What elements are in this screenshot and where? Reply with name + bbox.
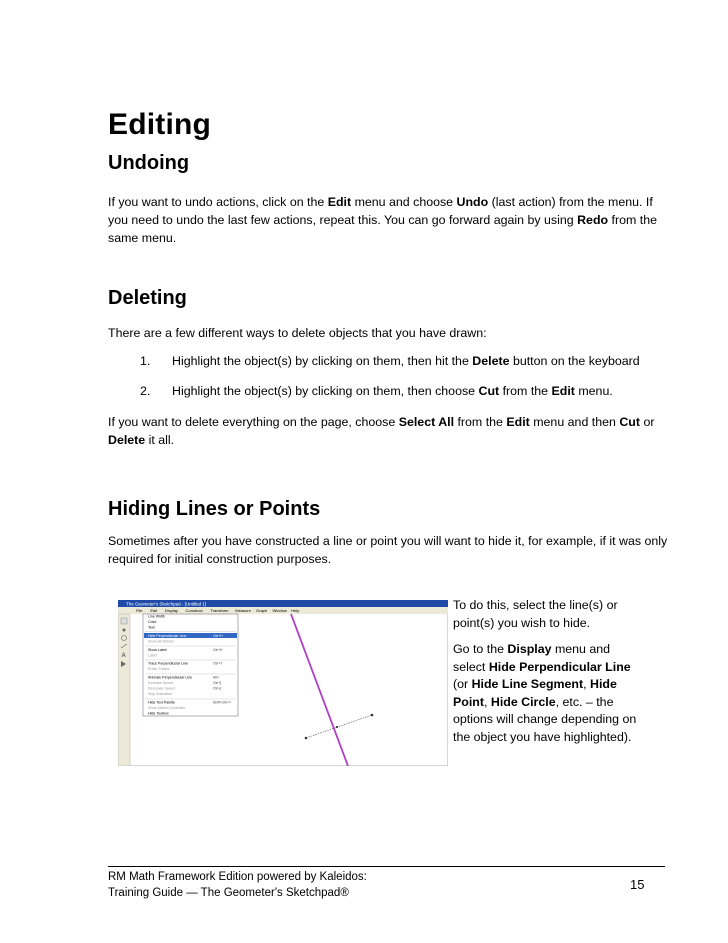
sketchpad-screenshot (118, 600, 448, 766)
heading-hiding: Hiding Lines or Points (108, 498, 321, 520)
menubar-item[interactable]: Edit (150, 608, 158, 614)
tool-arrow-icon (121, 618, 127, 624)
menubar-item[interactable]: Construct (185, 608, 203, 614)
list-item: 2. Highlight the object(s) by clicking on them, then choose Cut from the Edit menu. (140, 384, 613, 398)
menu-item[interactable]: Hide Perpendicular Line (148, 634, 187, 638)
menubar-item[interactable]: Measure (235, 608, 251, 614)
menubar-item[interactable]: Graph (256, 608, 268, 614)
deleting-paragraph: If you want to delete everything on the page, choose Select All from the Edit menu and then Cut or Delete it all. (108, 415, 655, 447)
menu-item[interactable]: Show All Hidden (148, 639, 175, 644)
menu-shortcut: Ctrl+T (213, 661, 223, 666)
menu-item[interactable]: Hide Text Palette (148, 700, 176, 705)
menubar-item[interactable]: Window (272, 608, 287, 614)
instruction-1: To do this, select the line(s) or point(s) you wish to hide. (453, 598, 618, 630)
instruction-2: Go to the Display menu and select Hide Perpendicular Line (or Hide Line Segment, Hide Point, Hide Circle, etc. – the options will change depending on the object you have highlighted). (453, 642, 637, 744)
menu-shortcut: Ctrl+[ (213, 686, 222, 691)
footer-line-2: Training Guide — The Geometer's Sketchpad® (108, 887, 349, 899)
heading-deleting: Deleting (108, 287, 187, 309)
tool-text-icon: A (121, 653, 126, 659)
footer-line-1: RM Math Framework Edition powered by Kaleidos: (108, 871, 367, 883)
page-title: Editing (108, 108, 212, 141)
segment-point (371, 714, 374, 717)
tool-point-icon (123, 629, 126, 632)
menu-item[interactable]: Line Width (148, 614, 165, 619)
menubar-item[interactable]: Transform (210, 608, 229, 614)
menu-item[interactable]: Hide Toolbox (148, 711, 169, 716)
menu-item[interactable]: Stop Animation (148, 692, 173, 696)
list-item: 1. Highlight the object(s) by clicking on them, then hit the Delete button on the keyboard (140, 354, 640, 368)
toolbox (118, 614, 130, 766)
heading-undoing: Undoing (108, 152, 190, 174)
menu-item[interactable]: Label (148, 653, 157, 658)
window-title: The Geometer's Sketchpad - [Untitled 1] (126, 601, 207, 607)
menubar-item[interactable]: Display (164, 608, 178, 614)
footer-text (108, 869, 367, 901)
menu-shortcut: Alt+` (213, 675, 221, 680)
menu-item[interactable]: Text (148, 625, 155, 630)
menu-item[interactable]: Show Motion Controller (148, 706, 186, 710)
undoing-paragraph: If you want to undo actions, click on the Edit menu and choose Undo (last action) from the menu. If you need to undo the last few actions, repeat this. You can go forward again by using Redo from the same menu. (108, 195, 657, 245)
footer-divider (108, 866, 665, 867)
page-number: 15 (630, 877, 645, 892)
menu-shortcut: Ctrl+] (213, 681, 222, 685)
menu-item[interactable]: Increase Speed (148, 681, 174, 685)
menubar-item[interactable]: Help (291, 608, 300, 614)
menu-item[interactable]: Decrease Speed (148, 686, 175, 691)
menu-item[interactable]: Animate Perpendicular Line (148, 675, 193, 680)
menu-item[interactable]: Trace Perpendicular Line (148, 661, 189, 666)
menubar-item[interactable]: File (136, 608, 143, 614)
deleting-intro: There are a few different ways to delete objects that you have drawn: (108, 326, 487, 340)
menu-item[interactable]: Color (148, 620, 157, 624)
menu-shortcut: Ctrl+H (213, 634, 223, 638)
menu-shortcut: Ctrl+K (213, 648, 223, 652)
segment-point (305, 737, 308, 740)
hiding-intro: Sometimes after you have constructed a line or point you will want to hide it, for example, if it was only required for initial construction purposes. (108, 534, 668, 566)
menu-item[interactable]: Erase Traces (148, 667, 170, 671)
intersection-point (336, 726, 338, 728)
menu-item[interactable]: Show Label (148, 648, 167, 652)
menu-shortcut: Shift+Ctrl+T (213, 700, 232, 705)
